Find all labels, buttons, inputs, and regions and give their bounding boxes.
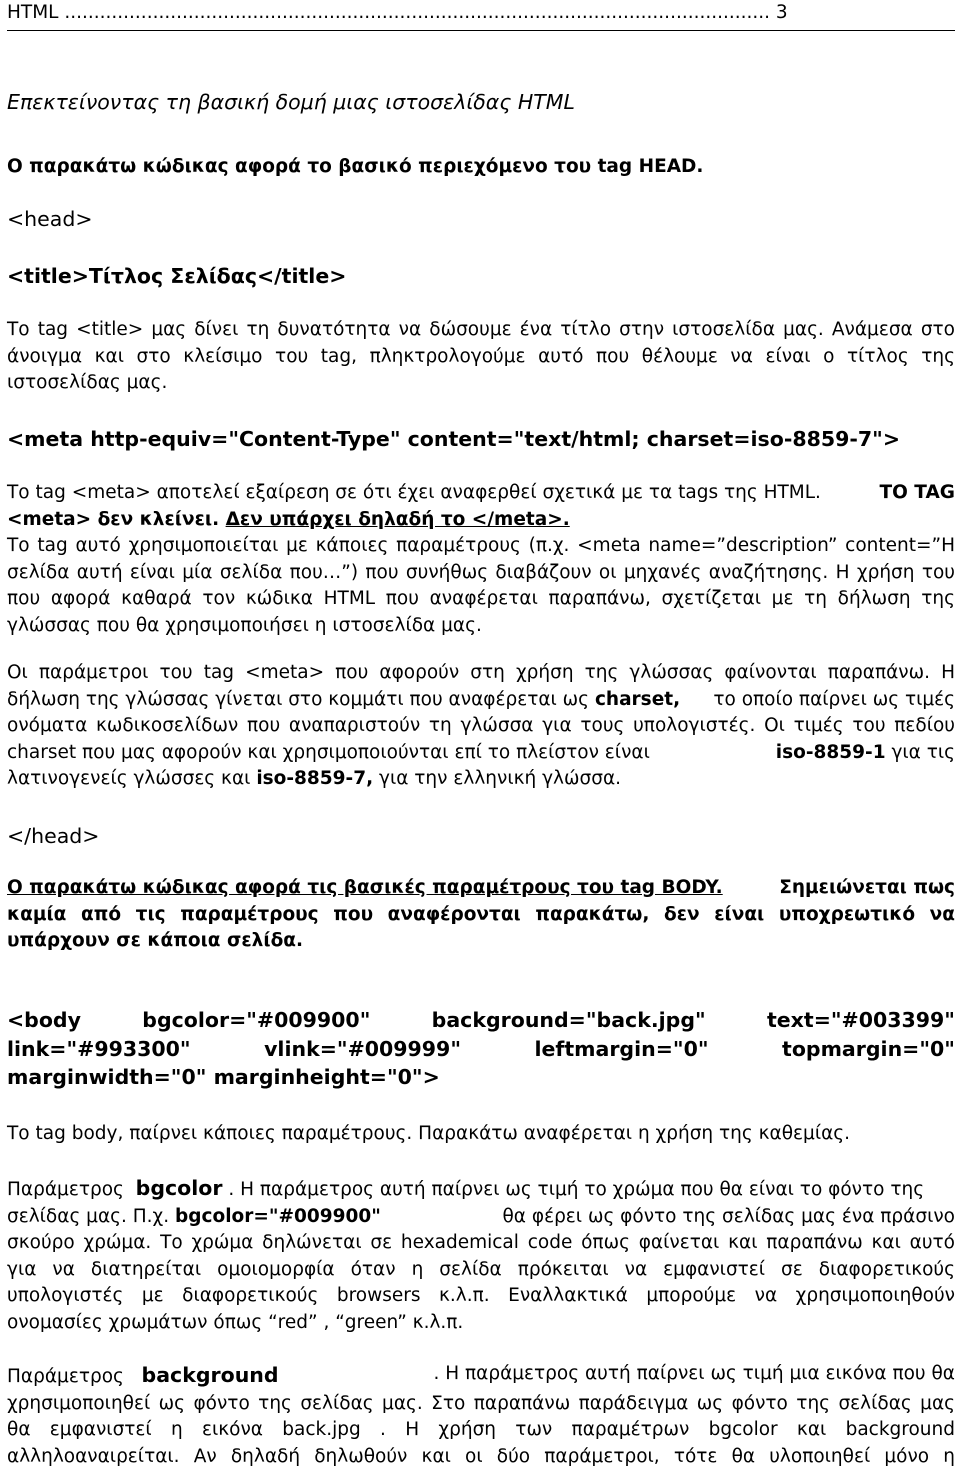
bgcolor-para-line: υπολογιστές με διαφορετικούς browsers κ.λ.π. Εναλλακτικά μπορούμε να χρησιμοποιηθούν xyxy=(7,1283,955,1310)
lang-para-text: για τις xyxy=(891,742,955,763)
background-paragraph xyxy=(7,1361,955,1470)
title-para-line: ιστοσελίδας μας. xyxy=(7,370,955,397)
meta-para-line xyxy=(7,480,955,507)
body-intro-line xyxy=(7,875,955,902)
body-code-line xyxy=(7,1006,955,1035)
lang-para-text: το οποίο παίρνει ως τιμές xyxy=(713,687,955,714)
body-code-token: bgcolor="#009900" xyxy=(142,1006,370,1035)
meta-code: <meta http-equiv="Content-Type" content="text/html; charset=iso-8859-7"> xyxy=(7,425,955,454)
background-para-line xyxy=(7,1361,955,1391)
body-intro-line: καμία από τις παραμέτρους που αναφέρονται παρακάτω, δεν είναι υποχρεωτικό να xyxy=(7,902,955,929)
meta-para-text: Το tag <meta> αποτελεί εξαίρεση σε ότι έχει αναφερθεί σχετικά με τα tags της HTML. xyxy=(7,480,821,507)
header-rule xyxy=(7,30,955,31)
body-code-token: leftmargin="0" xyxy=(534,1035,708,1064)
background-para-bold: background xyxy=(142,1363,279,1387)
title-para-line: Το tag <title> μας δίνει τη δυνατότητα να δώσουμε ένα τίτλο στην ιστοσελίδα μας. Ανάμεσα στο xyxy=(7,317,955,344)
body-paragraph: Το tag body, παίρνει κάποιες παραμέτρους. Παρακάτω αναφέρεται η χρήση της καθεμίας. xyxy=(7,1121,955,1148)
background-para-text: Παράμετρος xyxy=(7,1366,124,1387)
bgcolor-para-text: . Η παράμετρος αυτή παίρνει ως τιμή το χρώμα που θα είναι το φόντο της xyxy=(228,1179,924,1200)
background-para-text: . Η παράμετρος αυτή παίρνει ως τιμή μια εικόνα που θα xyxy=(433,1361,955,1391)
lang-para-bold: iso-8859-7, xyxy=(256,768,373,789)
lang-para-line xyxy=(7,687,955,714)
body-code xyxy=(7,1006,955,1092)
bgcolor-paragraph xyxy=(7,1174,955,1336)
header-running-title: HTML ........................................................................................................................ 3 xyxy=(7,0,955,26)
body-code-token: <body xyxy=(7,1006,81,1035)
bgcolor-para-line xyxy=(7,1204,955,1231)
bgcolor-para-line: σκούρο χρώμα. Το χρώμα δηλώνεται σε hexademical code όπως φαίνεται και παραπάνω και αυτό xyxy=(7,1230,955,1257)
title-code: <title>Τίτλος Σελίδας</title> xyxy=(7,262,955,291)
background-para-line: αλληλοαναιρείται. Αν δηλαδή δηλωθούν και οι δύο παράμετροι, τότε θα υλοποιηθεί μόνο η xyxy=(7,1444,955,1470)
bgcolor-para-text: θα φέρει ως φόντο της σελίδας μας ένα πράσινο xyxy=(502,1204,955,1231)
head-open-tag: <head> xyxy=(7,205,955,234)
bgcolor-para-line xyxy=(7,1174,955,1204)
body-code-token: text="#003399" xyxy=(767,1006,955,1035)
body-code-line: marginwidth="0" marginheight="0"> xyxy=(7,1063,955,1092)
meta-para-bold: ΤΟ TAG xyxy=(880,480,955,507)
body-code-token: link="#993300" xyxy=(7,1035,191,1064)
meta-para-bold-underline: Δεν υπάρχει δηλαδή το </meta>. xyxy=(226,509,570,530)
lang-para-line xyxy=(7,766,955,793)
lang-para-line xyxy=(7,740,955,767)
background-para-line: θα εμφανιστεί η εικόνα back.jpg . Η χρήση των παραμέτρων bgcolor και background xyxy=(7,1417,955,1444)
meta-para-bold: <meta> δεν κλείνει. xyxy=(7,509,219,530)
lang-para-text: δήλωση της γλώσσας γίνεται στο κομμάτι που αναφέρεται ως xyxy=(7,689,589,710)
meta-para-line: που αφορά καθαρά τον κώδικα HTML που αναφέρεται παραπάνω, σχετίζεται με τη δήλωση της xyxy=(7,586,955,613)
bgcolor-para-text: Παράμετρος xyxy=(7,1179,124,1200)
head-close-tag: </head> xyxy=(7,822,955,851)
body-intro-line: υπάρχουν σε κάποια σελίδα. xyxy=(7,928,955,955)
lang-para-line: ονόματα κωδικοσελίδων που αναπαριστούν τη γλώσσα για τους υπολογιστές. Οι τιμές του πεδίου xyxy=(7,713,955,740)
body-code-token: background="back.jpg" xyxy=(432,1006,706,1035)
lang-para-text: charset που μας αφορούν και χρησιμοποιούνται επί το πλείστον είναι xyxy=(7,740,650,767)
body-code-token: vlink="#009999" xyxy=(264,1035,461,1064)
background-para-line: χρησιμοποιηθεί ως φόντο της σελίδας μας. Στο παραπάνω παράδειγμα ως φόντο της σελίδας μας xyxy=(7,1391,955,1418)
meta-para-line: Το tag αυτό χρησιμοποιείται με κάποιες παραμέτρους (π.χ. <meta name=”description” content=”Η xyxy=(7,533,955,560)
bgcolor-para-text: σελίδας μας. Π.χ. xyxy=(7,1206,169,1227)
meta-paragraph xyxy=(7,480,955,639)
meta-para-line: γλώσσας που θα χρησιμοποιήσει η ιστοσελίδα μας. xyxy=(7,613,955,640)
bgcolor-para-bold: bgcolor xyxy=(136,1176,223,1200)
lang-para-text: λατινογενείς γλώσσες και xyxy=(7,768,250,789)
lang-para-text: για την ελληνική γλώσσα. xyxy=(379,768,621,789)
bgcolor-para-bold: bgcolor="#009900" xyxy=(175,1206,381,1227)
body-intro-text: Σημειώνεται πως xyxy=(779,875,955,902)
intro-head-text: Ο παρακάτω κώδικας αφορά το βασικό περιεχόμενο του tag HEAD. xyxy=(7,154,955,181)
body-intro-underlined: Ο παρακάτω κώδικας αφορά τις βασικές παραμέτρους του tag BODY. xyxy=(7,875,723,902)
bgcolor-para-line: ονομασίες χρωμάτων όπως “red” , “green” κ.λ.π. xyxy=(7,1310,955,1337)
body-intro-paragraph xyxy=(7,875,955,955)
body-code-token: topmargin="0" xyxy=(782,1035,955,1064)
lang-para-bold: charset, xyxy=(595,689,680,710)
body-code-line xyxy=(7,1035,955,1064)
title-para-line: άνοιγμα και στο κλείσιμο του tag, πληκτρολογούμε αυτό που θέλουμε να είναι ο τίτλος της xyxy=(7,344,955,371)
lang-para-line: Οι παράμετροι του tag <meta> που αφορούν στη χρήση της γλώσσας φαίνονται παραπάνω. Η xyxy=(7,660,955,687)
lang-para-bold: iso-8859-1 xyxy=(776,742,886,763)
section-title: Επεκτείνοντας τη βασική δομή μιας ιστοσελίδας HTML xyxy=(7,88,955,117)
title-paragraph xyxy=(7,317,955,397)
page-header xyxy=(7,0,955,26)
lang-paragraph xyxy=(7,660,955,793)
bgcolor-para-line: για να διατηρείται ομοιομορφία όταν η σελίδα πρόκειται να εμφανιστεί σε διαφορετικούς xyxy=(7,1257,955,1284)
meta-para-line xyxy=(7,507,955,534)
meta-para-line: σελίδα αυτή είναι μία σελίδα που…”) που συνήθως διαβάζουν οι μηχανές αναζήτησης. Η χρήση του xyxy=(7,560,955,587)
